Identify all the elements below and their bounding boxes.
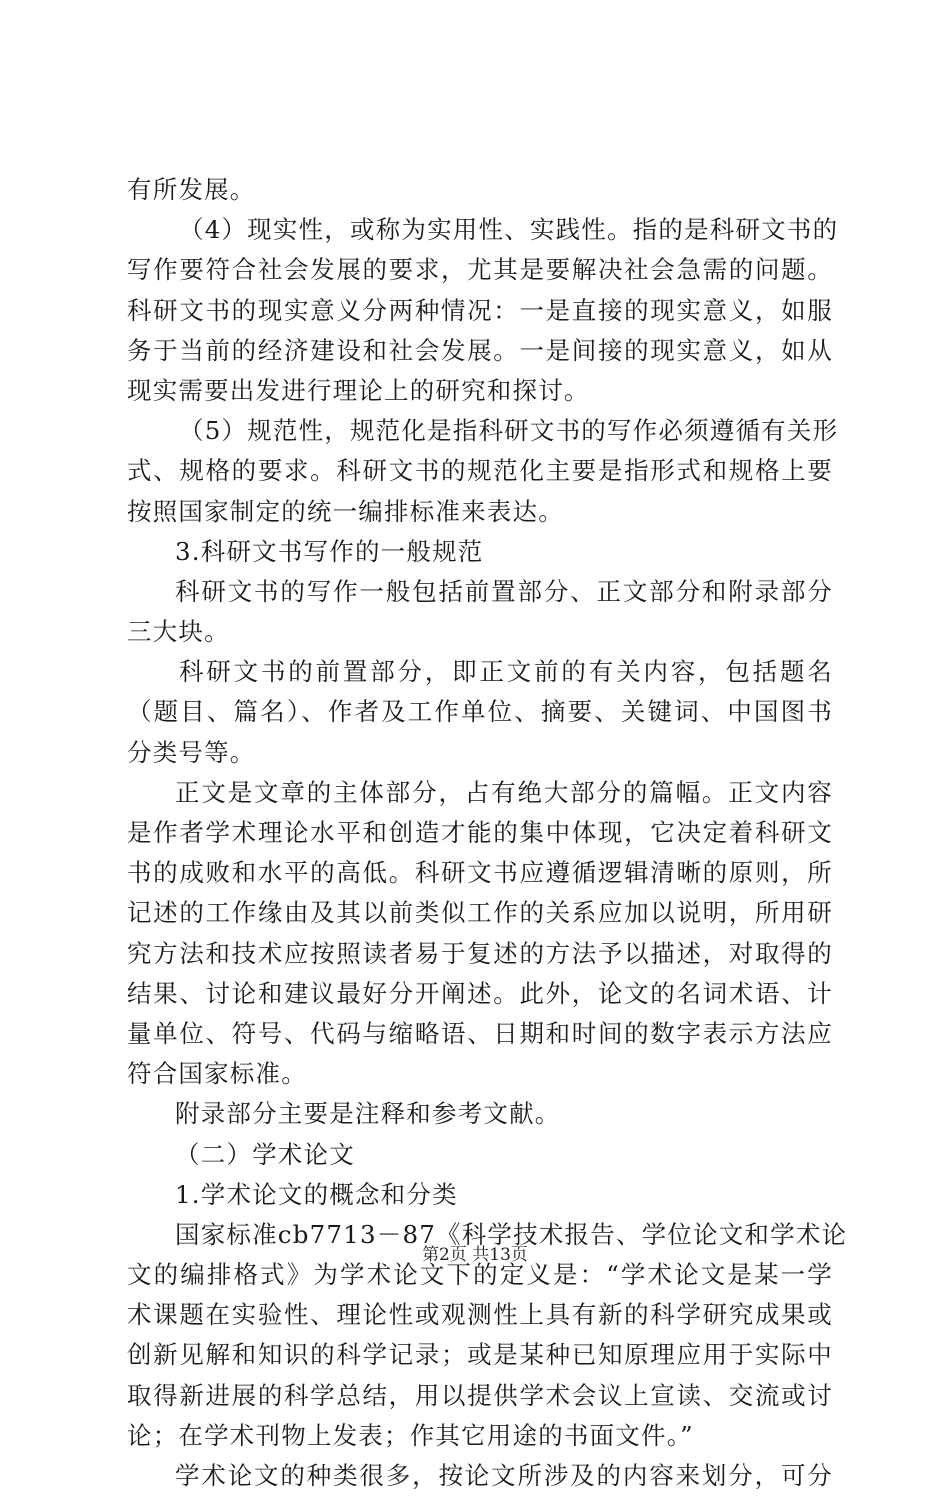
text-line: 国家标准cb7713－87《科学技术报告、学位论文和学术论 xyxy=(175,1219,848,1249)
document-body xyxy=(127,170,848,1496)
text-line: 量单位、符号、代码与缩略语、日期和时间的数字表示方法应 xyxy=(127,1018,833,1048)
text-line: （4）现实性，或称为实用性、实践性。指的是科研文书的 xyxy=(179,215,839,245)
text-line: 符合国家标准。 xyxy=(127,1059,307,1089)
text-line: 有所发展。 xyxy=(127,175,256,204)
text-line: 书的成败和水平的高低。科研文书应遵循逻辑清晰的原则，所 xyxy=(127,858,833,888)
section-heading: 3.科研文书写作的一般规范 xyxy=(175,536,484,566)
page-number-footer: 第2页 共13页 xyxy=(422,1245,528,1265)
text-line: 三大块。 xyxy=(127,617,230,647)
text-line: 写作要符合社会发展的要求，尤其是要解决社会急需的问题。 xyxy=(127,255,833,285)
text-line: 现实需要出发进行理论上的研究和探讨。 xyxy=(127,375,590,405)
text-line: 附录部分主要是注释和参考文献。 xyxy=(175,1099,561,1129)
text-line: 结果、讨论和建议最好分开阐述。此外，论文的名词术语、计 xyxy=(127,978,833,1008)
text-line: 论；在学术刊物上发表；作其它用途的书面文件。” xyxy=(127,1420,694,1450)
text-line: 按照国家制定的统一编排标准来表达。 xyxy=(127,496,564,526)
section-heading: 1.学术论文的概念和分类 xyxy=(175,1179,458,1209)
text-line: 是作者学术理论水平和创造才能的集中体现，它决定着科研文 xyxy=(127,818,833,847)
text-line: 文的编排格式》为学术论文下的定义是：“学术论文是某一学 xyxy=(127,1260,833,1290)
text-line: 记述的工作缘由及其以前类似工作的关系应加以说明，所用研 xyxy=(127,898,833,928)
text-line: 正文是文章的主体部分，占有绝大部分的篇幅。正文内容 xyxy=(175,777,833,807)
text-line: 学术论文的种类很多，按论文所涉及的内容来划分，可分 xyxy=(175,1461,833,1490)
section-heading: （二）学术论文 xyxy=(175,1139,355,1169)
text-line: 科研文书的现实意义分两种情况：一是直接的现实意义，如服 xyxy=(127,295,833,325)
text-line: 创新见解和知识的科学记录；或是某种已知原理应用于实际中 xyxy=(127,1340,833,1370)
text-line: 科研文书的前置部分，即正文前的有关内容，包括题名 xyxy=(179,657,833,687)
text-line: （5）规范性，规范化是指科研文书的写作必须遵循有关形 xyxy=(179,416,839,446)
text-line: 分类号等。 xyxy=(127,737,256,767)
text-line: 取得新进展的科学总结，用以提供学术会议上宣读、交流或讨 xyxy=(127,1380,833,1410)
text-line: （题目、篇名）、作者及工作单位、摘要、关键词、中国图书 xyxy=(127,697,833,727)
text-line: 术课题在实验性、理论性或观测性上具有新的科学研究成果或 xyxy=(127,1300,833,1330)
text-line: 式、规格的要求。科研文书的规范化主要是指形式和规格上要 xyxy=(127,456,833,486)
text-line: 科研文书的写作一般包括前置部分、正文部分和附录部分 xyxy=(175,576,833,606)
text-line: 究方法和技术应按照读者易于复述的方法予以描述，对取得的 xyxy=(127,938,833,968)
text-line: 务于当前的经济建设和社会发展。一是间接的现实意义，如从 xyxy=(127,335,833,365)
